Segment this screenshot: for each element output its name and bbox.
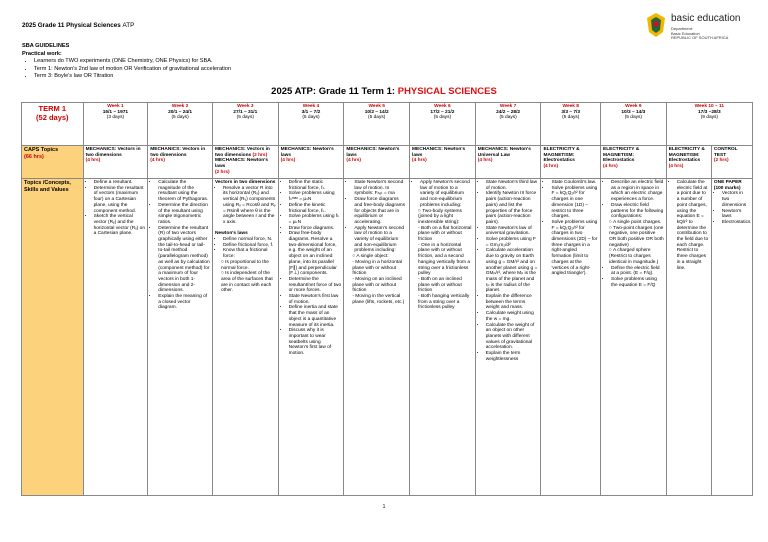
week-header: Week 2 20/1 – 24/1 (5 days) [148,103,213,146]
document-title: 2025 Grade 11 Physical Sciences ATP [22,22,135,29]
coat-of-arms-icon [645,12,667,38]
term-header: TERM 1 (52 days) [22,103,84,146]
guideline-item: • Learners do TWO experiments (ONE Chemistry, ONE Physics) for SBA. [34,58,231,66]
logo-name: basic education [671,13,741,24]
week5-topics: • State Newton's second law of motion. In symbols: Fₙₑₜ = ma • Draw force diagrams and free-body diagrams for objects that are in equilibrium or accelerating. • Apply Newton's second law of motion to a variety of equilibrium and non-equilibrium problems including: ○ A single object: - Moving in a horizontal plane with or without friction - Moving on an inclined plane with or without friction - Moving in the vertical plane (lifts, rockets, etc.) [344,179,410,496]
week-header: Week 8 3/3 – 7/3 (5 days) [541,103,601,146]
caps-cell: ELECTRICITY & MAGNETISM: Electrostatics (4 hrs) [666,146,711,179]
week-header: Week 9 10/3 – 14/3 (5 days) [601,103,667,146]
guideline-item: • Term 3: Boyle's law OR Titration [34,73,231,81]
logo-subtitle: Department: Basic Education REPUBLIC OF SOUTH AFRICA [671,26,729,41]
atp-table [21,102,753,496]
dbe-logo [645,10,755,50]
week10-topics: • Calculate the electric field at a point due to a number of point charges, using the equation E = kQ/r² to determine the contribution to the field due to each charge. Restrict to three charges in a straight line. [666,179,711,496]
week-header: Week 4 3/1 – 7/2 (5 days) [278,103,344,146]
caps-cell: CONTROL TEST (2 hrs) [711,146,752,179]
sba-guidelines: SBA GUIDELINES Practical work: • Learners do TWO experiments (ONE Chemistry, ONE Physics) for SBA. • Term 1: Newton's 2nd law of motion OR Verification of gravitational acceleration • Term 3: Boyle's law OR Titration [22,43,231,81]
caps-label: CAPS Topics (66 hrs) [22,146,84,179]
caps-cell: MECHANICS: Newton's Universal Law (4 hrs) [475,146,541,179]
caps-cell: MECHANICS: Vectors in two dimensions (4 hrs) [148,146,213,179]
control-test-topics: ONE PAPER (100 marks) • Vectors in two dimensions • Newton's laws • Electrostatics [711,179,752,496]
caps-cell: MECHANICS: Newton's laws (4 hrs) [410,146,476,179]
caps-cell: MECHANICS: Vectors in two dimensions (2 hrs) MECHANICS: Newton's laws (2 hrs) [212,146,278,179]
week2-topics: • Calculate the magnitude of the resultant using the theorem of Pythagoras. • Determine the direction of the resultant using simple trigonometric ratios. • Determine the resultant (R) of two vectors graphically using either the tail-to-head or tail-to-tail method (parallelogram method) as well as by calculation (component method) for a maximum of four vectors in both 1-dimension and 2-dimensions. • Explain the meaning of a closed vector diagram. [148,179,213,496]
week-header: Week 7 24/2 – 28/2 (5 days) [475,103,541,146]
caps-cell: MECHANICS: Vectors in two dimensions (4 hrs) [83,146,148,179]
week-header-row [22,103,753,146]
week3-topics: Vectors in two dimensions • Resolve a vector R into its horizontal (Rₓ) and vertical (Rᵧ) components using Rₓ = Rcosθ and Rᵧ = Rsinθ where θ is the angle between r and the x axis. Newton's laws • Define normal force, N. • Define frictional force, f. • Know that a frictional force: ○ Is proportional to the normal force. ○ Is independent of the area of the surfaces that are in contact with each other. [212,179,278,496]
week-header: Week 10 – 11 17/3 –28/3 (9 days) [666,103,752,146]
week7-topics: • State Newton's third law of motion. • Identify Newton III force pairs (action-reaction pairs) and list the properties of the force pairs (action-reaction pairs). • State Newton's law of universal gravitation. • Solve problems using F = Gm₁m₂/d² • Calculate acceleration due to gravity on Earth using g = GM/r² and on another planet using g = GMₚ/r², where Mₚ is the mass of the planet and rₚ is the radius of the planet. • Explain the difference between the terms weight and mass. • Calculate weight using the w = mg. • Calculate the weight of an object on other planets with different values of gravitational acceleration. • Explain the term weightlessness [475,179,541,496]
topics-label: Topics /Concepts, Skills and Values [22,179,84,496]
week1-topics: • Define a resultant. • Determine the resultant of vectors (maximum four) on a Cartesian plane, using the component method. • Sketch the vertical vector (Rᵧ) and the horizontal vector (Rₓ) on a Cartesian plane. [83,179,148,496]
week-header: Week 1 15/1 – 1971 (3 days) [83,103,148,146]
week9-topics: • Describe an electric field as a region in space in which an electric charge experiences a force. • Draw electric field patterns for the following configurations: ○ A single point charges. ○ Two-point charges (one negative, one positive OR both positive OR both negative) ○ A charged sphere (Restrict to charges identical in magnitude.) • Define the electric field at a point. (E = F/q). • Solve problems using the equation E = F/Q [601,179,667,496]
caps-topics-row [22,146,753,179]
caps-cell: MECHANICS: Newton's laws (4 hrs) [344,146,410,179]
week-header: Week 5 10/2 – 14/2 (5 days) [344,103,410,146]
week8-topics: • State Coulomb's law. • Solve problems using F = kQ₁Q₂/r² for charges in one dimension (1D) – restrict to three charges. • Solve problems using F = kQ₁Q₂/r² for charges in two dimensions (2D) – for three charges in a right-angled formation (limit to charges at the 'vertices of a right- angled triangle'). [541,179,601,496]
caps-cell: ELECTRICITY & MAGNETISM: Electrostatics (4 hrs) [541,146,601,179]
caps-cell: MECHANICS: Newton's laws (4 hrs) [278,146,344,179]
week4-topics: • Define the static frictional force, fₛ. • Solve problems using fₛᵐᵃˣ = μₛN • Define the kinetic frictional force, fₖ. • Solve problems using fₖ = μₖN • Draw force diagrams. • Draw free-body diagrams. Resolve a two-dimensional force, e.g. the weight of an object on an inclined plane, into its parallel (F∥) and perpendicular (F⊥) components. • Determine the resultant/net force of two or more forces. • State Newton's first law of motion. • Define inertia and state that the mass of an object is a quantitative measure of its inertia. • Discuss why it is important to wear seatbelts using Newton's first law of motion. [278,179,344,496]
guideline-item: • Term 1: Newton's 2nd law of motion OR Verification of gravitational acceleration [34,66,231,74]
week6-topics: • Apply Newton's second law of motion to a variety of equilibrium and non-equilibrium problems including: ○ Two-body systems (joined by a light inextensible string): - Both on a flat horizontal plane with or without friction - One in a horizontal plane with or without friction, and a second hanging vertically from a string over a frictionless pulley - Both on an inclined plane with or without friction - Both hanging vertically from a string over a frictionless pulley [410,179,476,496]
caps-cell: ELECTRICITY & MAGNETISM: Electrostatics (4 hrs) [601,146,667,179]
week-header: Week 3 27/1 – 31/1 (5 days) [212,103,278,146]
page-title: 2025 ATP: Grade 11 Term 1: PHYSICAL SCIENCES [271,86,497,97]
page-number: 1 [382,504,386,510]
topics-row [22,179,753,496]
week-header: Week 6 17/2 – 21/2 (5 days) [410,103,476,146]
